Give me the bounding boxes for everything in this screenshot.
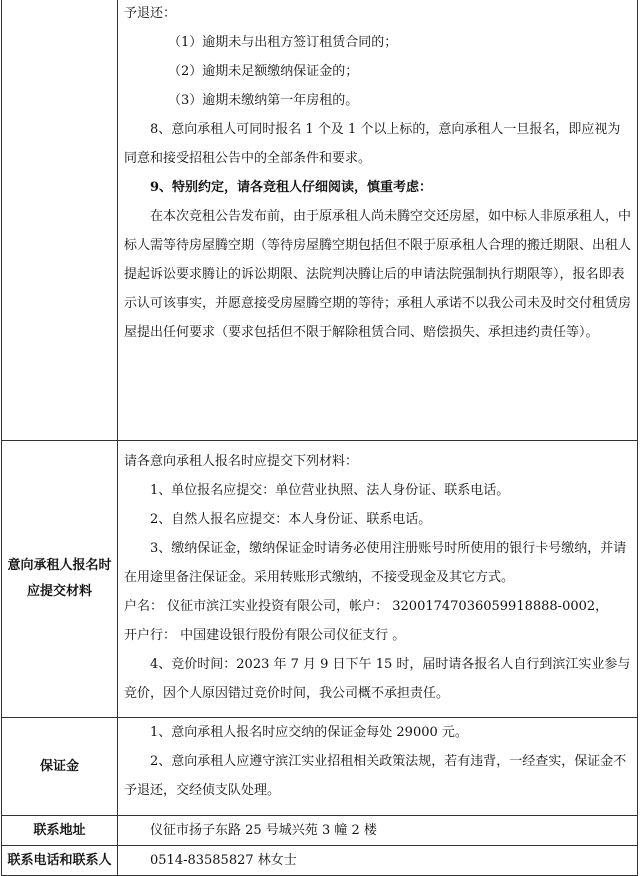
terms-line: （3）逾期未缴纳第一年房租的。: [168, 93, 359, 108]
materials-line: 1、单位报名应提交：单位营业执照、法人身份证、联系电话。: [150, 483, 510, 498]
materials-content-cell: [118, 441, 638, 718]
terms-line: （1）逾期未与出租方签订租赁合同的；: [168, 35, 398, 50]
terms-content-cell: [118, 0, 638, 441]
terms-paragraph: 在本次竞租公告发布前，由于原承租人尚未腾空交还房屋，如中标人非原承租人，中标人需等待房屋腾空期（等待房屋腾空期包括但不限于原承租人合理的搬迁期限、出租人提起诉讼要求腾让的诉讼期限、法院判决腾让后的申请法院强制执行期限等），报名即表示认可该事实，并愿意接受房屋腾空期的等待；承租人承诺不以我公司未及时交付租赁房屋提出任何要求（要求包括但不限于解除租赁合同、赔偿损失、承担违约责任等）。: [124, 209, 632, 340]
terms-row: [2, 0, 638, 441]
materials-line: 2、自然人报名应提交：本人身份证、联系电话。: [150, 512, 432, 527]
materials-label: 意向承租人报名时应提交材料: [2, 441, 118, 718]
materials-row: [2, 441, 638, 718]
terms-line: 予退还：: [124, 6, 177, 21]
contact-row: [2, 846, 638, 876]
materials-paragraph: 3、缴纳保证金，缴纳保证金时请务必使用注册账号时所使用的银行卡号缴纳，并请在用途里备注保证金。采用转账形式缴纳，不接受现金及其它方式。: [124, 541, 627, 585]
notice-table: [1, 0, 638, 876]
materials-line: 请各意向承租人报名时应提交下列材料：: [124, 454, 359, 469]
deposit-line: 1、意向承租人报名时应交纳的保证金每处 29000 元。: [150, 725, 468, 740]
deposit-paragraph: 2、意向承租人应遵守滨江实业招租相关政策法规，若有违背，一经查实，保证金不予退还，交经侦支队处理。: [124, 754, 627, 798]
deposit-content-cell: [118, 718, 638, 816]
contact-label: 联系电话和联系人: [2, 846, 118, 876]
special-agreement-heading: 9、特别约定，请各竞租人仔细阅读，慎重考虑：: [150, 180, 433, 195]
address-value: 仪征市扬子东路 25 号城兴苑 3 幢 2 楼: [118, 816, 638, 846]
address-row: [2, 816, 638, 846]
account-line: 户名： 仪征市滨江实业投资有限公司，帐户： 3200174703605991888​8-0002，: [124, 599, 609, 614]
contact-value: 0514-83585827 林女士: [118, 846, 638, 876]
bidding-time-paragraph: 4、竞价时间：2023 年 7 月 9 日下午 15 时，届时请各报名人自行到滨江实业参与竞价，因个人原因错过竞价时间，我公司概不承担责任。: [124, 657, 631, 701]
bank-line: 开户行： 中国建设银行股份有限公司仪征支行 。: [124, 628, 406, 643]
address-label: 联系地址: [2, 816, 118, 846]
terms-paragraph: 8、意向承租人可同时报名 1 个及 1 个以上标的，意向承租人一旦报名，即应视为同意和接受招租公告中的全部条件和要求。: [124, 122, 621, 166]
terms-label-cell: [2, 0, 118, 441]
deposit-label: 保证金: [2, 718, 118, 816]
deposit-row: [2, 718, 638, 816]
terms-line: （2）逾期未足额缴纳保证金的；: [168, 64, 359, 79]
